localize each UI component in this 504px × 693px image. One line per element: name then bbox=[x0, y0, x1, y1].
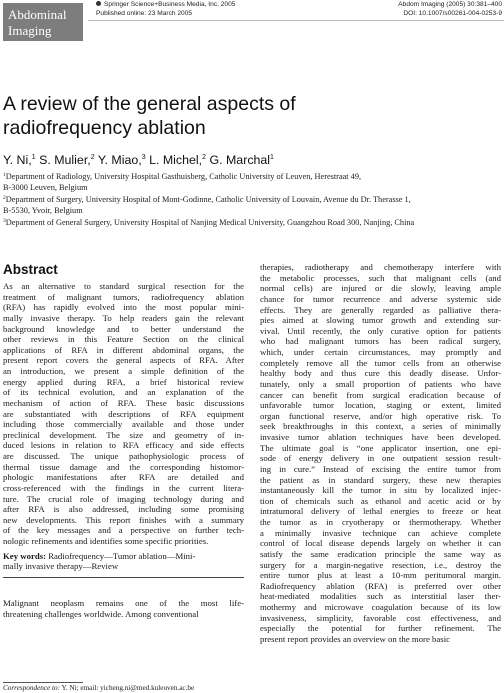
abstract-line: nologic refinements and identifies some specific priorities. bbox=[3, 536, 209, 546]
body-line: invasiveness, simplicity, favorable cost effectiveness, and bbox=[260, 612, 501, 623]
affiliation-line bbox=[3, 170, 501, 183]
affiliation-number: 2 bbox=[3, 195, 6, 201]
author-affiliation-mark: 2 bbox=[202, 154, 206, 161]
abstract-line: of its technical evolution, and an explanation of the bbox=[3, 387, 244, 398]
body-text bbox=[260, 262, 501, 645]
affiliation-line bbox=[3, 216, 501, 229]
author-name: L. Michel, bbox=[149, 153, 203, 167]
body-line: organ functional reserve, and/or high operative risk. To bbox=[260, 410, 501, 421]
abstract-line: preclinical development. The size and geometry of in- bbox=[3, 429, 244, 440]
copyright-text: Springer Science+Business Media, Inc. 2005 bbox=[104, 1, 236, 8]
journal-name-line2: Imaging bbox=[8, 23, 52, 38]
affiliation-text: Department of Surgery, University Hospital of Mont-Godinne, Catholic University of Louvain, Avenue du Dr. Therasse 1, bbox=[5, 195, 411, 204]
body-line: vival. Until recently, the only curative option for patients bbox=[260, 325, 501, 336]
abstract-line: phologic manifestations after RFA are detailed and bbox=[3, 472, 244, 483]
body-line: mothermy and microwave coagulation because of its low bbox=[260, 602, 501, 612]
abstract-line: ture. The crucial role of imaging technology during and bbox=[3, 493, 244, 504]
abstract-line: mally invasive therapy. To help readers gain the relevant bbox=[3, 312, 244, 323]
body-line: satisfy the same eradication principle the same way as bbox=[260, 548, 501, 559]
body-line: entire tumor plus at least a 10-mm peritumoral margin. bbox=[260, 570, 501, 581]
abstract-line: including those commercially available and those under bbox=[3, 419, 244, 430]
abstract-line: new developments. This report finishes with a summary bbox=[3, 514, 244, 525]
body-line: Radiofrequency ablation (RFA) is preferred over other bbox=[260, 580, 501, 591]
body-line: unfavorable tumor location, staging or extent, limited bbox=[260, 400, 501, 411]
abstract-line: treatment of malignant tumors, radiofrequency ablation bbox=[3, 291, 244, 302]
body-line: present report provides an overview on the more basic bbox=[260, 633, 451, 644]
body-line: surgery for a margin-negative resection, i.e., destroy the bbox=[260, 559, 501, 570]
footnote-text: Y. Ni; email: yicheng.ni@med.kuleuven.ac.be bbox=[60, 684, 195, 692]
affiliation-line bbox=[3, 193, 501, 206]
body-line: effects. They are generally regarded as palliative thera- bbox=[260, 304, 501, 315]
published-date: Published online: 23 March 2005 bbox=[96, 9, 193, 17]
author-name: G. Marchal bbox=[209, 153, 271, 167]
abstract-body bbox=[3, 281, 244, 547]
intro-text bbox=[3, 598, 244, 619]
keywords-divider bbox=[3, 577, 244, 578]
affiliation-text: B-3000 Leuven, Belgium bbox=[3, 182, 88, 192]
abstract-line: are substantiated with descriptions of RFA equipment bbox=[3, 408, 244, 419]
title-line: radiofrequency ablation bbox=[3, 117, 206, 139]
body-line: heat-mediated modalities such as interstitial laser ther- bbox=[260, 591, 501, 602]
affiliation-text: B-5530, Yvoir, Belgium bbox=[3, 205, 83, 215]
abstract-line: present report covers the general aspects of RFA. After bbox=[3, 355, 244, 366]
correspondence-footnote bbox=[3, 683, 253, 693]
left-column bbox=[3, 262, 244, 619]
abstract-line: (RFA) has rapidly evolved into the most popular mini- bbox=[3, 302, 244, 313]
abstract-heading: Abstract bbox=[3, 262, 58, 277]
body-line: control of local disease depends largely on whether it can bbox=[260, 538, 501, 549]
copyright-icon bbox=[96, 1, 101, 6]
keywords-text: Radiofrequency—Tumor ablation—Mini- bbox=[46, 550, 196, 561]
body-line: the metabolic processes, such that malignant cells (and bbox=[260, 272, 501, 283]
abstract-line: background knowledge and to better understand the bbox=[3, 323, 244, 334]
body-line: healthy body and thus cure this deadly disease. Unfor- bbox=[260, 368, 501, 379]
body-line: seek breakthroughs in this context, a series of minimally bbox=[260, 421, 501, 432]
abstract-line: thermal tissue damage and the corresponding histomor- bbox=[3, 461, 244, 472]
abstract-line: cross-referenced with the findings in the current litera- bbox=[3, 482, 244, 493]
body-line: instantaneously kill the tumor in situ by localized injec- bbox=[260, 485, 501, 496]
body-line: pies aimed at slowing tumor growth and extending sur- bbox=[260, 315, 501, 326]
body-line: normal cells) are injured or die slowly, leaving ample bbox=[260, 283, 501, 294]
abstract-line: mechanism of action of RFA. These basic discussions bbox=[3, 397, 244, 408]
abstract-line: other reviews in this Feature Section on the clinical bbox=[3, 334, 244, 345]
abstract-line: applications of RFA in different abdominal organs, the bbox=[3, 344, 244, 355]
keywords-label: Key words: bbox=[3, 550, 47, 561]
affiliation-text: Department of General Surgery, University Hospital of Nanjing Medical University, Guangzhou Road 300, Nanjing, China bbox=[5, 218, 415, 227]
citation: Abdom Imaging (2005) 30:381–400 bbox=[398, 1, 502, 8]
abstract-line: after RFA is also addressed, including some promising bbox=[3, 504, 244, 515]
author-affiliation-mark: 2 bbox=[90, 154, 95, 161]
keywords-text: mally invasive therapy—Review bbox=[3, 561, 119, 572]
body-line: the tumor as in cryotherapy or thermotherapy. Whether bbox=[260, 517, 501, 527]
body-line: cancer can benefit from surgical eradication because of bbox=[260, 389, 501, 400]
body-line: which, under certain circumstances, may promptly and bbox=[260, 347, 501, 357]
publication-info bbox=[96, 1, 306, 18]
body-line: chance for tumor recurrence and adverse systemic side bbox=[260, 293, 501, 304]
body-line: The ultimate goal is “one applicator insertion, one epi- bbox=[260, 442, 501, 453]
abstract-line: are discussed. The unique pathophysiologic process of bbox=[3, 451, 244, 461]
article-title bbox=[3, 92, 363, 140]
abstract-line: energy applied during RFA, a brief historical review bbox=[3, 376, 244, 387]
right-column bbox=[260, 262, 501, 645]
affiliation-number: 3 bbox=[3, 218, 6, 224]
body-line: intratumoral delivery of lethal energies to freeze or heat bbox=[260, 506, 501, 517]
keywords bbox=[3, 551, 244, 572]
author-name: S. Mulier, bbox=[39, 153, 91, 167]
body-line: especially the potential for further refinement. The bbox=[260, 623, 501, 634]
affiliation-line bbox=[3, 206, 501, 217]
doc-info bbox=[392, 1, 502, 18]
footnote-label: Correspondence to: bbox=[3, 684, 61, 692]
body-line: who had malignant tumors has been radical surgery, bbox=[260, 336, 501, 347]
body-line: invasive tumor ablation techniques have been developed. bbox=[260, 432, 501, 442]
affiliations bbox=[3, 170, 501, 229]
body-line: the patient as in standard surgery, these new therapies bbox=[260, 474, 501, 485]
affiliation-line bbox=[3, 183, 501, 194]
title-line: A review of the general aspects of bbox=[3, 93, 296, 115]
abstract-line: duced lesions in relation to RFA efficacy and side effects bbox=[3, 440, 244, 451]
header-divider bbox=[88, 20, 504, 21]
author-name: Y. Miao, bbox=[97, 153, 142, 167]
author-affiliation-mark: 1 bbox=[270, 154, 274, 161]
doi: DOI: 10.1007/s00261-004-0253-9 bbox=[403, 9, 502, 17]
journal-name-line1: Abdominal bbox=[8, 7, 67, 22]
body-line: threatening challenges worldwide. Among conventional bbox=[3, 608, 199, 619]
abstract-line: an introduction, we present a simple definition of the bbox=[3, 366, 244, 376]
abstract-line: As an alternative to standard surgical resection for the bbox=[3, 281, 244, 291]
affiliation-text: Department of Radiology, University Hospital Gasthuisberg, Catholic University of Leuven, Herestraat 49, bbox=[5, 172, 362, 181]
body-line: a minimally invasive technique can achieve complete bbox=[260, 527, 501, 538]
abstract-line: of the key messages and a perspective on further tech- bbox=[3, 525, 244, 536]
journal-logo bbox=[3, 3, 83, 41]
affiliation-number: 1 bbox=[3, 172, 6, 178]
author-name: Y. Ni, bbox=[3, 153, 32, 167]
body-line: therapies, radiotherapy and chemotherapy interfere with bbox=[260, 262, 501, 272]
author-affiliation-mark: 1 bbox=[31, 154, 36, 161]
author-affiliation-mark: 3 bbox=[141, 154, 146, 161]
body-line: tunately, only a small proportion of patients who have bbox=[260, 378, 501, 389]
body-line: sode of energy delivery in one outpatient session result- bbox=[260, 453, 501, 464]
body-line: ing in cure.” Instead of excising the entire tumor from bbox=[260, 463, 501, 474]
body-line: tion of chemicals such as ethanol and acetic acid or by bbox=[260, 495, 501, 506]
body-line: Malignant neoplasm remains one of the most life- bbox=[3, 597, 244, 608]
body-line: completely remove all the tumor cells from an otherwise bbox=[260, 357, 501, 368]
author-list bbox=[3, 150, 503, 168]
